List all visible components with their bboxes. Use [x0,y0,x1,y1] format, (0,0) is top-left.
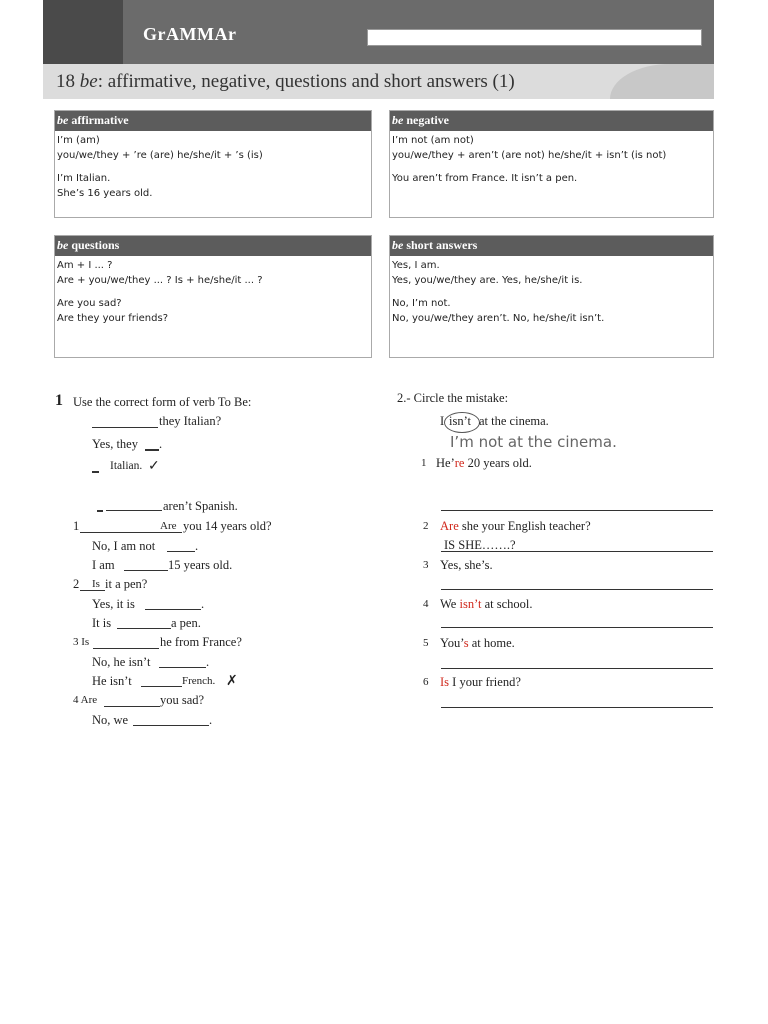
ex1-example-b: Yes, they [92,437,138,451]
example-answer: I’m not at the cinema. [450,433,617,451]
check-mark-icon: ✓ [148,459,160,474]
blank-line[interactable] [124,570,168,571]
blank-line[interactable] [92,471,99,473]
box-negative-head: be negative [390,111,713,131]
blank-line[interactable] [92,427,158,428]
circled-word: isn’t [449,414,471,428]
box-affirmative-head: be affirmative [55,111,371,131]
blank-line[interactable] [117,628,171,629]
ex2-item3: Yes, she’s. [440,558,493,572]
answer-line[interactable] [441,707,713,708]
blank-line[interactable] [80,590,105,591]
answer-line[interactable] [441,551,713,552]
blank-line[interactable] [80,532,182,533]
box-questions-head: be questions [55,236,371,256]
box-affirmative [54,110,372,218]
ex1-example-c: Italian. [110,460,143,472]
q1-answer: Are [160,520,177,532]
blank-line[interactable] [106,510,162,511]
box-short-answers [389,235,714,358]
exercise2-instruction: 2.- Circle the mistake: [397,391,509,405]
ex2-item5: You’s at home. [440,636,515,650]
box-negative-body: I’m not (am not) you/we/they + aren’t (are not) he/she/it + isn’t (is not) You aren’t from France. It isn’t a pen. [392,135,667,184]
unit-title [56,71,515,93]
answer-line[interactable] [441,627,713,628]
ex1-example-a: they Italian? [159,414,222,428]
header-title: GrAMMAr [143,24,237,44]
blank-line[interactable] [167,551,195,552]
header-dark-block [43,0,123,64]
blank-line[interactable] [145,609,201,610]
exercise1-instruction: Use the correct form of verb To Be: [73,395,252,409]
cross-mark-icon: ✗ [226,674,238,689]
ex2-item6: Is I your friend? [440,675,521,689]
circle-mark [444,412,480,433]
blank-line[interactable] [133,725,209,726]
answer-line[interactable] [441,510,713,511]
blank-line[interactable] [159,667,206,668]
ex2-item1: He’re 20 years old. [436,456,532,470]
box-short-answers-head: be short answers [390,236,713,256]
blank-line[interactable] [141,686,182,687]
exercise1-number: 1 [55,392,63,409]
blank-line[interactable] [145,449,159,451]
ex1-example-d: aren’t Spanish. [163,499,238,513]
blank-line[interactable] [97,510,103,512]
box-short-answers-body: Yes, I am. Yes, you/we/they are. Yes, he/she/it is. No, I’m not. No, you/we/they aren’t. No, he/she/it isn’t. [392,260,605,324]
q2-answer: Is [92,578,100,590]
blank-line[interactable] [93,648,159,649]
box-negative [389,110,714,218]
ex2-item2: Are she your English teacher? [440,519,591,533]
box-questions [54,235,372,358]
answer-line[interactable] [441,668,713,669]
blank-line[interactable] [104,706,160,707]
unit-be: be [79,71,98,92]
ex2-item4: We isn’t at school. [440,597,533,611]
ex2-item2-answer: IS SHE…….? [444,538,516,552]
name-field[interactable] [367,29,702,46]
answer-line[interactable] [441,589,713,590]
unit-number: 18 [56,71,75,92]
unit-title-text: : affirmative, negative, questions and short answers (1) [97,71,515,92]
box-questions-body: Am + I ... ? Are + you/we/they ... ? Is + he/she/it ... ? Are you sad? Are they your friends? [57,260,263,324]
box-affirmative-body: I’m (am) you/we/they + ’re (are) he/she/it + ’s (is) I’m Italian. She’s 16 years old. [57,135,263,199]
